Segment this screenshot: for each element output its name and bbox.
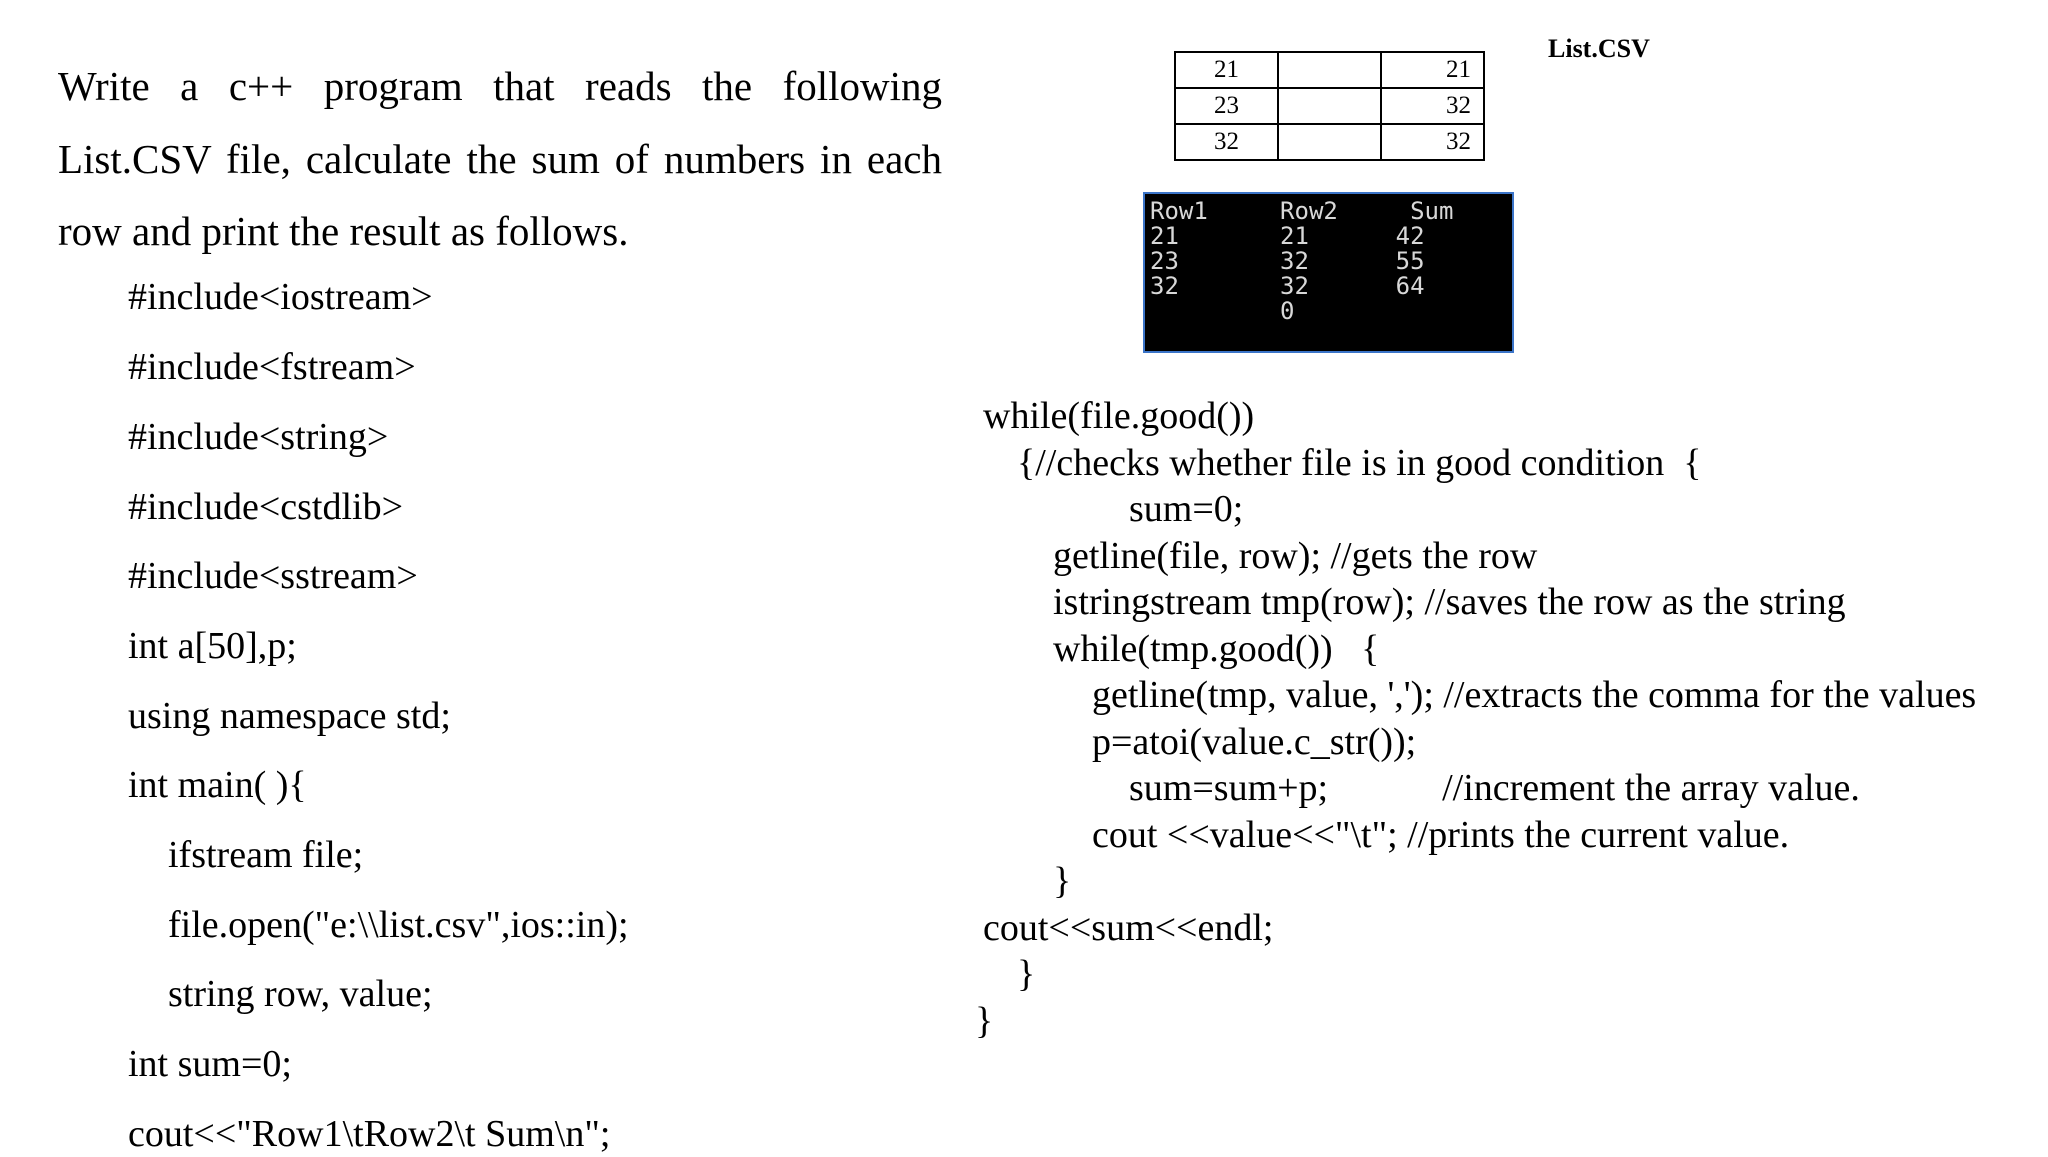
code-line: cout <<value<<"\t"; //prints the current value.: [1092, 814, 1790, 856]
console-line: 0: [1150, 297, 1295, 325]
table-cell: [1278, 52, 1381, 88]
code-line: }: [975, 1000, 994, 1042]
console-line: 21 21 42: [1150, 222, 1425, 250]
code-line: istringstream tmp(row); //saves the row as the string: [1053, 581, 1846, 623]
code-line: }: [1017, 953, 1036, 995]
table-cell: [1278, 88, 1381, 124]
code-line: }: [1053, 860, 1072, 902]
table-cell: 32: [1175, 124, 1278, 160]
table-cell: 32: [1381, 88, 1484, 124]
code-line: sum=sum+p; //increment the array value.: [1129, 767, 1860, 809]
console-line: 32 32 64: [1150, 272, 1425, 300]
table-cell: 21: [1175, 52, 1278, 88]
console-line: 23 32 55: [1150, 247, 1425, 275]
csv-file-title: List.CSV: [1548, 34, 1650, 63]
code-line: int sum=0;: [128, 1043, 292, 1085]
table-cell: 23: [1175, 88, 1278, 124]
code-line: #include<iostream>: [128, 276, 433, 318]
code-line: cout<<sum<<endl;: [983, 907, 1274, 949]
table-row: [1175, 52, 1484, 88]
code-line: {//checks whether file is in good condition {: [1017, 442, 1702, 484]
code-line: getline(file, row); //gets the row: [1053, 535, 1538, 577]
code-line: #include<cstdlib>: [128, 486, 404, 528]
table-row: [1175, 124, 1484, 160]
csv-table: [1174, 51, 1485, 161]
code-line: int main( ){: [128, 764, 307, 806]
table-cell: [1278, 124, 1381, 160]
table-cell: 21: [1381, 52, 1484, 88]
table-cell: 32: [1381, 124, 1484, 160]
code-line: ifstream file;: [168, 834, 364, 876]
console-output: [1143, 192, 1514, 353]
code-line: int a[50],p;: [128, 625, 297, 667]
code-line: #include<sstream>: [128, 555, 418, 597]
code-line: getline(tmp, value, ','); //extracts the comma for the values: [1092, 674, 1977, 716]
code-line: while(file.good()): [983, 395, 1255, 437]
problem-statement: Write a c++ program that reads the following List.CSV file, calculate the sum of numbers in each row and print the result as follows.: [58, 63, 942, 254]
code-line: file.open("e:\\list.csv",ios::in);: [168, 904, 629, 946]
code-line: #include<fstream>: [128, 346, 416, 388]
code-line: while(tmp.good()) {: [1053, 628, 1380, 670]
code-line: string row, value;: [168, 973, 433, 1015]
code-line: #include<string>: [128, 416, 389, 458]
code-line: p=atoi(value.c_str());: [1092, 721, 1417, 763]
code-line: sum=0;: [1129, 488, 1244, 530]
code-line: using namespace std;: [128, 695, 451, 737]
table-row: [1175, 88, 1484, 124]
console-line: Row1 Row2 Sum: [1150, 197, 1454, 225]
code-line: cout<<"Row1\tRow2\t Sum\n";: [128, 1113, 611, 1155]
